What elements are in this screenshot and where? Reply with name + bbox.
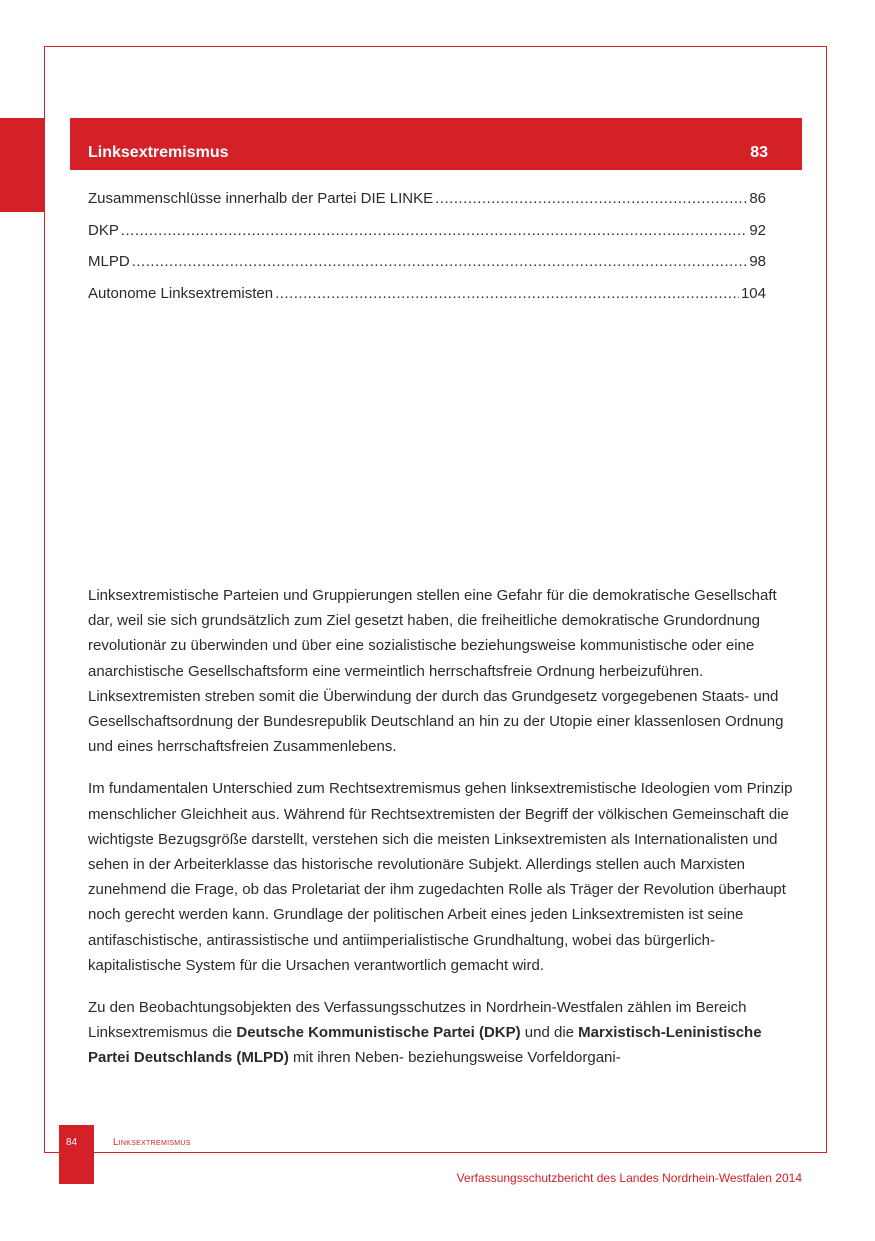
toc-leader-dots (121, 222, 747, 239)
toc-entry-label: DKP (88, 221, 119, 239)
paragraph: Im fundamentalen Unterschied zum Rechtsextremismus gehen linksextremistische Ideologien vom Prinzip menschlicher Gleichheit aus. Während für Rechtsextremisten der Begriff der völkischen Gemeinschaft die wichtigste Bezugsgröße darstellt, verstehen sich die meisten Linksextremisten als Internationalisten und sehen in der Arbeiterklasse das historische revolutionäre Subjekt. Allerdings stellen auch Marxisten zunehmend die Frage, ob das Proletariat der ihm zugedachten Rolle als Träger der Revolution überhaupt noch gerecht werden kann. Grundlage der politischen Arbeit eines jeden Linksextremisten ist seine antifaschistische, antirassistische und antiimperialistische Grundhaltung, wobei das bürgerlich-kapitalistische System für die Ursachen verantwortlich gemacht wird. (88, 780, 793, 974)
paragraph: Linksextremistische Parteien und Gruppierungen stellen eine Gefahr für die demokratische Gesellschaft dar, weil sie sich grundsätzlich zum Ziel gesetzt haben, die freiheitliche demokratische Grundordnung revolutionär zu überwinden und über eine sozialistische beziehungsweise kommunistische oder eine anarchistische Gesellschaftsform eine vermeintlich herrschaftsfreie Ordnung herbeizuführen. Linksextremisten streben somit die Überwindung der durch das Grundgesetz vorgegebenen Staats- und Gesellschaftsordnung der Bundesrepublik Deutschland an hin zu der Utopie einer klassenlosen Ordnung und eines herrschaftsfreien Zusammenlebens. (88, 587, 784, 756)
toc-entry-page: 86 (749, 190, 766, 207)
table-of-contents (88, 190, 766, 316)
toc-entry-page: 98 (749, 253, 766, 270)
toc-entry[interactable] (88, 222, 766, 254)
toc-entry[interactable] (88, 253, 766, 285)
chapter-title: Linksextremismus (88, 144, 229, 161)
footer-section-title: Linksextremismus (113, 1137, 191, 1148)
toc-entry[interactable] (88, 190, 766, 222)
footer-publication-title: Verfassungsschutzbericht des Landes Nordrhein-Westfalen 2014 (456, 1171, 802, 1185)
toc-entry-label: Zusammenschlüsse innerhalb der Partei DIE LINKE (88, 190, 434, 207)
toc-entry-label: MLPD (88, 253, 130, 270)
bold-party-name: Deutsche Kommunistische Partei (DKP) (236, 1024, 521, 1042)
toc-leader-dots (132, 253, 748, 270)
chapter-tab-marker (0, 118, 44, 212)
paragraph (88, 995, 803, 1071)
paragraph-text: mit ihren Neben- beziehungsweise Vorfeldorgani- (288, 1049, 621, 1067)
toc-leader-dots (275, 285, 739, 302)
chapter-page-number: 83 (750, 144, 768, 161)
paragraph-text: Zu den Beobachtungsobjekten des Verfassungsschutzes in Nordrhein-Westfalen zählen im Bereich Linksextremismus die (88, 999, 747, 1042)
toc-entry-page: 92 (749, 221, 766, 239)
toc-leader-dots (435, 190, 747, 207)
chapter-header (70, 118, 802, 170)
footer-page-box (59, 1125, 94, 1184)
bold-party-name: Marxistisch-Leninistische Partei Deutschlands (MLPD) (88, 1024, 762, 1067)
paragraph-text: und die (520, 1024, 579, 1042)
footer-page-number: 84 (66, 1137, 78, 1148)
body-text (88, 583, 803, 1088)
toc-entry-label: Autonome Linksextremisten (88, 284, 274, 302)
toc-entry[interactable] (88, 285, 766, 317)
toc-entry-page: 104 (740, 284, 766, 302)
